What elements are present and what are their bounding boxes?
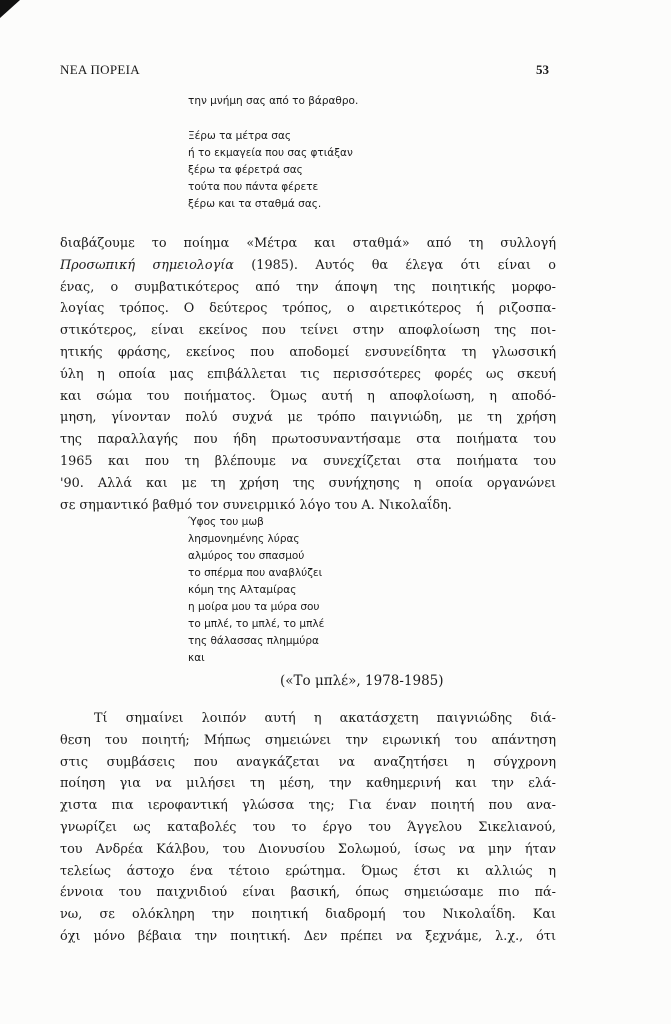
poem-line: κόμη της Αλταμίρας [188, 584, 297, 596]
running-title: ΝΕΑ ΠΟΡΕΙΑ [60, 62, 140, 77]
scan-corner-mark [0, 0, 20, 18]
poem-metra-kai-stathma [188, 128, 353, 213]
prose-line: Προσωπική σημειολογία (1985). Αυτός θα έλεγα ότι είναι ο [60, 257, 556, 273]
prose-line: '90. Αλλά και με τη χρήση της συνήχησης η οποία οργανώνει [60, 475, 556, 491]
poem-line: την μνήμη σας από το βάραθρο. [188, 95, 359, 107]
prose-line: στικότερος, είναι εκείνος που τείνει στην αποφλοίωση της ποι- [60, 323, 556, 339]
prose-line: νω, σε ολόκληρη την ποιητική διαδρομή του Νικολαΐδη. Και [60, 907, 556, 923]
poem-line: της θάλασσας πλημμύρα [188, 635, 319, 647]
poem-line: Ύφος του μωβ [188, 516, 264, 528]
poem-line: η μοίρα μου τα μύρα σου [188, 601, 320, 613]
prose-paragraph-1 [60, 233, 556, 516]
poem-to-ble [188, 514, 324, 667]
prose-line: 1965 και που τη βλέπουμε να συνεχίζεται στα ποιήματα του [60, 453, 556, 469]
prose-line: της παραλλαγής που ήδη πρωτοσυναντήσαμε στα ποιήματα του [60, 432, 556, 448]
prose-line: σε σημαντικό βαθμό τον συνειρμικό λόγο του Α. Νικολαΐδη. [60, 497, 452, 513]
prose-line: του Ανδρέα Κάλβου, του Διονυσίου Σολωμού, ίσως να μην ήταν [60, 841, 556, 857]
prose-line: τελείως άστοχο ένα τέτοιο ερώτημα. Όμως έτσι κι αλλιώς η [60, 863, 556, 879]
prose-line: χιστα πια ιεροφαντική γλώσσα της; Για έναν ποιητή που ανα- [60, 798, 556, 814]
poem-line: το σπέρμα που αναβλύζει [188, 567, 323, 579]
poem-line: ή το εκμαγεία που σας φτιάξαν [188, 147, 353, 159]
poem-line: το μπλέ, το μπλέ, το μπλέ [188, 618, 325, 630]
prose-line: ένας, ο συμβατικότερος από την άποψη της ποιητικής μορφο- [60, 279, 556, 295]
poem-line: αλμύρος του σπασμού [188, 550, 305, 562]
prose-line: έννοια του παιχνιδιού είναι βασική, όπως σημειώσαμε πιο πά- [60, 885, 556, 901]
poem-line: και [188, 652, 205, 664]
prose-line: διαβάζουμε το ποίημα «Μέτρα και σταθμά» από τη συλλογή [60, 236, 556, 251]
prose-line: γνωρίζει ως καταβολές του το έργο του Άγγελου Σικελιανού, [60, 819, 556, 835]
book-title: Προσωπική σημειολογία [60, 257, 234, 273]
prose-line: θεση του ποιητή; Μήπως σημειώνει την ειρωνική του απάντηση [60, 732, 556, 748]
prose-line: ύλη η οποία μας επιβάλλεται τις περισσότερες φορές ως σκευή [60, 366, 556, 382]
poem-caption: («Το μπλέ», 1978-1985) [280, 673, 444, 689]
poem-line: ξέρω τα φέρετρά σας [188, 164, 303, 176]
prose-line: και σώμα του ποιήματος. Όμως αυτή η αποφλοίωση, η αποδό- [60, 388, 556, 404]
prose-line: στις συμβάσεις που αναγκάζεται να αναζητήσει η σύγχρονη [60, 754, 556, 770]
prose-line: μηση, γίνονταν πολύ συχνά με τρόπο παιγνιώδη, με τη χρήση [60, 410, 556, 426]
prose-paragraph-2 [60, 708, 556, 948]
poem-line: Ξέρω τα μέτρα σας [188, 130, 292, 142]
prose-line: λογίας τρόπος. Ο δεύτερος τρόπος, ο αιρετικότερος ή ριζοσπα- [60, 301, 556, 317]
prose-line: όχι μόνο βέβαια την ποιητική. Δεν πρέπει να ξεχνάμε, λ.χ., ότι [60, 928, 556, 944]
poem-line: τούτα που πάντα φέρετε [188, 181, 319, 193]
page-number: 53 [536, 62, 549, 77]
prose-line: ητικής φράσης, εκείνος που αποδομεί ενσυνείδητα τη γλωσσική [60, 344, 556, 360]
poem-line: ξέρω και τα σταθμά σας. [188, 198, 322, 210]
prose-line: Τί σημαίνει λοιπόν αυτή η ακατάσχετη παιγνιώδης διά- [94, 711, 556, 726]
prose-line: ποίηση για να μιλήσει τη μέση, την καθημερινή και την ελά- [60, 776, 556, 792]
poem-line: λησμονημένης λύρας [188, 533, 300, 545]
poem-fragment-top [188, 93, 358, 110]
